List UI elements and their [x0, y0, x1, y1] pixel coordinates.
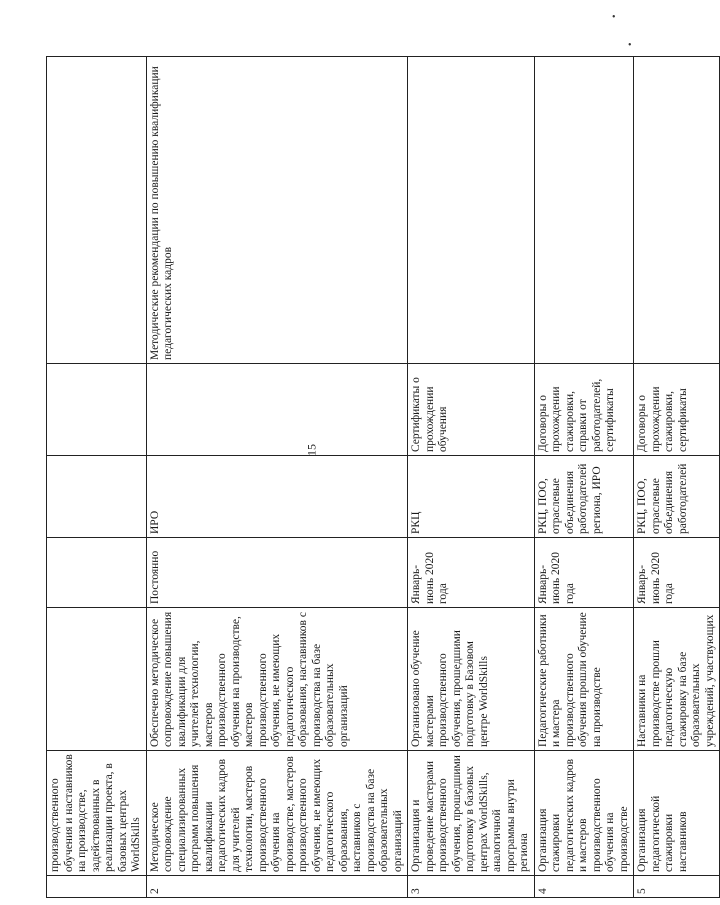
date-cell: Январь-июнь 2020 года	[408, 538, 535, 608]
recommendation-cell: Методические рекомендации по повышению квалификации педагогических кадров	[146, 57, 408, 364]
row-number: 2	[146, 876, 408, 898]
recommendation-cell	[534, 57, 634, 364]
page-number: 15	[304, 444, 319, 456]
recommendation-cell	[634, 57, 720, 364]
task-cell: Организация педагогической стажировки наставников	[634, 751, 720, 876]
scan-speck: •	[628, 40, 632, 51]
date-cell	[47, 538, 147, 608]
responsible-cell	[47, 456, 147, 538]
task-cell: Методическое сопровождение специализированных программ повышения квалификации педагогических кадров для учителей технологии, мастеров производственного обучения на производстве, мастеров производственного обучения, не имеющих педагогического образования, наставников с производства на базе образовательных организаций	[146, 751, 408, 876]
row-number: 3	[408, 876, 535, 898]
plan-table	[46, 56, 720, 898]
scan-speck: •	[612, 12, 616, 23]
table-row	[408, 57, 535, 898]
date-cell: Постоянно	[146, 538, 408, 608]
responsible-cell: РКЦ, ПОО, отраслевые объединения работодателей региона, ИРО	[534, 456, 634, 538]
recommendation-cell	[408, 57, 535, 364]
table-row	[534, 57, 634, 898]
responsible-cell: РКЦ, ПОО, отраслевые объединения работодателей	[634, 456, 720, 538]
responsible-cell: РКЦ	[408, 456, 535, 538]
result-cell	[47, 608, 147, 751]
responsible-cell: ИРО	[146, 456, 408, 538]
table-row	[47, 57, 147, 898]
result-cell: Педагогические работники и мастера производственного обучения прошли обучение на производстве	[534, 608, 634, 751]
document-cell	[47, 364, 147, 456]
result-cell: Наставники на производстве прошли педагогическую стажировку на базе образовательных учреждений, участвующих	[634, 608, 720, 751]
document-cell: Договоры о прохождении стажировки, справки от работодателей, сертификаты	[534, 364, 634, 456]
task-cell: производственного обучения и наставников на производстве, задействованных в реализации проекта, в базовых центрах WorldSkills	[47, 751, 147, 876]
result-cell: Обеспечено методическое сопровождение повышения квалификации для учителей технологии, мастеров производственного обучения на производстве, мастеров производственного обучения, не имеющих педагогического образования, наставников с производства на базе образовательных организаций	[146, 608, 408, 751]
row-number	[47, 876, 147, 898]
table-wrapper	[46, 56, 716, 894]
document-cell: Договоры о прохождении стажировки, сертификаты	[634, 364, 720, 456]
task-cell: Организация стажировки педагогических кадров и мастеров производственного обучения на производстве	[534, 751, 634, 876]
recommendation-cell	[47, 57, 147, 364]
table-row	[146, 57, 408, 898]
document-cell: Сертификаты о прохождении обучения	[408, 364, 535, 456]
date-cell: Январь-июнь 2020 года	[534, 538, 634, 608]
row-number: 5	[634, 876, 720, 898]
row-number: 4	[534, 876, 634, 898]
date-cell: Январь-июнь 2020 года	[634, 538, 720, 608]
document-cell	[146, 364, 408, 456]
table-row	[634, 57, 720, 898]
task-cell: Организация и проведение мастерами производственного обучения, прошедшими подготовку в базовых центрах WorldSkills, аналогичной программы внутри региона	[408, 751, 535, 876]
result-cell: Организовано обучение мастерами производственного обучения, прошедшими подготовку в Базовом центре WorldSkills	[408, 608, 535, 751]
